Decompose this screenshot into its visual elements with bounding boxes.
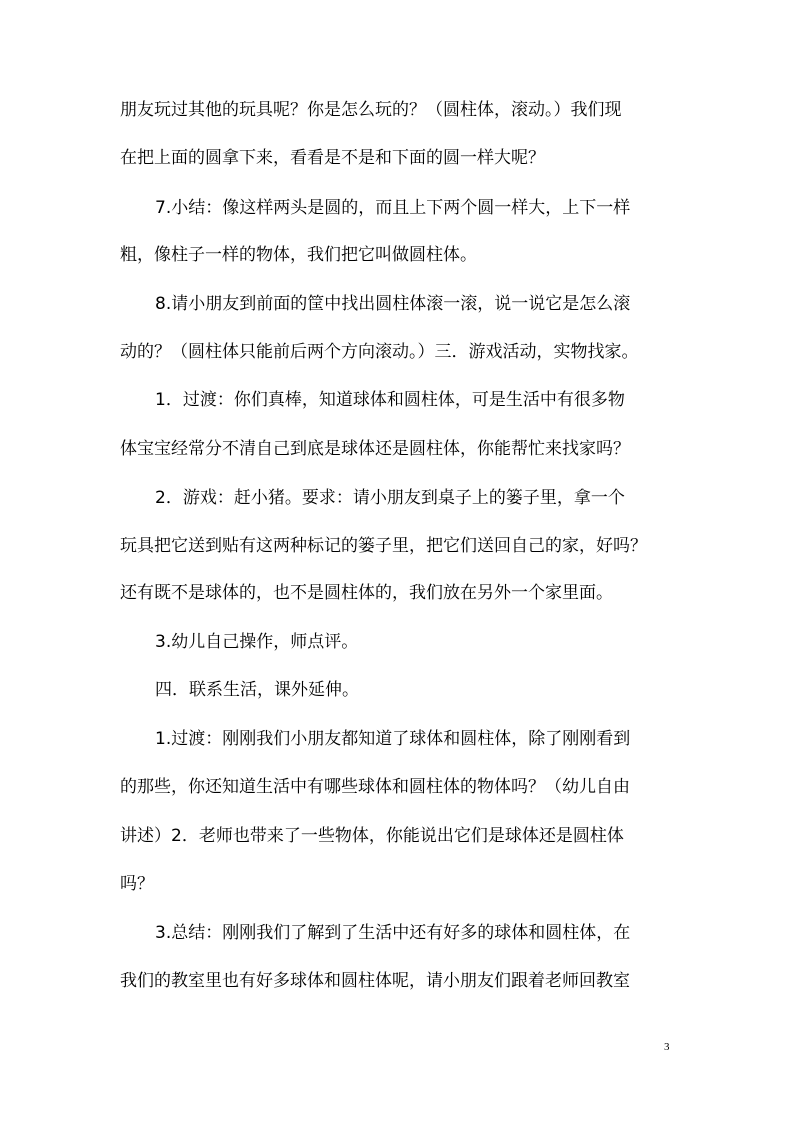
text-line-2: 在把上面的圆拿下来，看看是不是和下面的圆一样大呢？ (120, 148, 545, 168)
text-line-9: 2．游戏：赶小猪。要求：请小朋友到桌子上的篓子里，拿一个 (155, 488, 625, 508)
text-line-12: 3.幼儿自己操作，师点评。 (155, 632, 359, 652)
text-line-1: 朋友玩过其他的玩具呢？你是怎么玩的？（圆柱体，滚动。）我们现 (120, 100, 622, 120)
text-line-17: 吗？ (120, 874, 154, 894)
text-line-14: 1.过渡：刚刚我们小朋友都知道了球体和圆柱体，除了刚刚看到 (155, 729, 631, 749)
text-line-11: 还有既不是球体的，也不是圆柱体的，我们放在另外一个家里面。 (120, 583, 613, 603)
text-line-3: 7.小结：像这样两头是圆的，而且上下两个圆一样大，上下一样 (155, 198, 631, 218)
page-number: 3 (664, 1041, 670, 1053)
text-line-7: 1．过渡：你们真棒，知道球体和圆柱体，可是生活中有很多物 (155, 390, 625, 410)
text-line-15: 的那些，你还知道生活中有哪些球体和圆柱体的物体吗？（幼儿自由 (120, 777, 630, 797)
text-line-4: 粗，像柱子一样的物体，我们把它叫做圆柱体。 (120, 245, 477, 265)
text-line-6: 动的？（圆柱体只能前后两个方向滚动。）三．游戏活动，实物找家。 (120, 342, 639, 362)
text-line-5: 8.请小朋友到前面的筐中找出圆柱体滚一滚，说一说它是怎么滚 (155, 294, 631, 314)
text-line-10: 玩具把它送到贴有这两种标记的篓子里，把它们送回自己的家，好吗？ (120, 536, 647, 556)
text-line-18: 3.总结：刚刚我们了解到了生活中还有好多的球体和圆柱体，在 (155, 923, 631, 943)
text-line-16: 讲述）2．老师也带来了一些物体，你能说出它们是球体还是圆柱体 (120, 826, 624, 846)
text-line-13: 四．联系生活，课外延伸。 (155, 680, 359, 700)
text-line-8: 体宝宝经常分不清自己到底是球体还是圆柱体，你能帮忙来找家吗？ (120, 439, 630, 459)
text-line-19: 我们的教室里也有好多球体和圆柱体呢，请小朋友们跟着老师回教室 (120, 971, 630, 991)
